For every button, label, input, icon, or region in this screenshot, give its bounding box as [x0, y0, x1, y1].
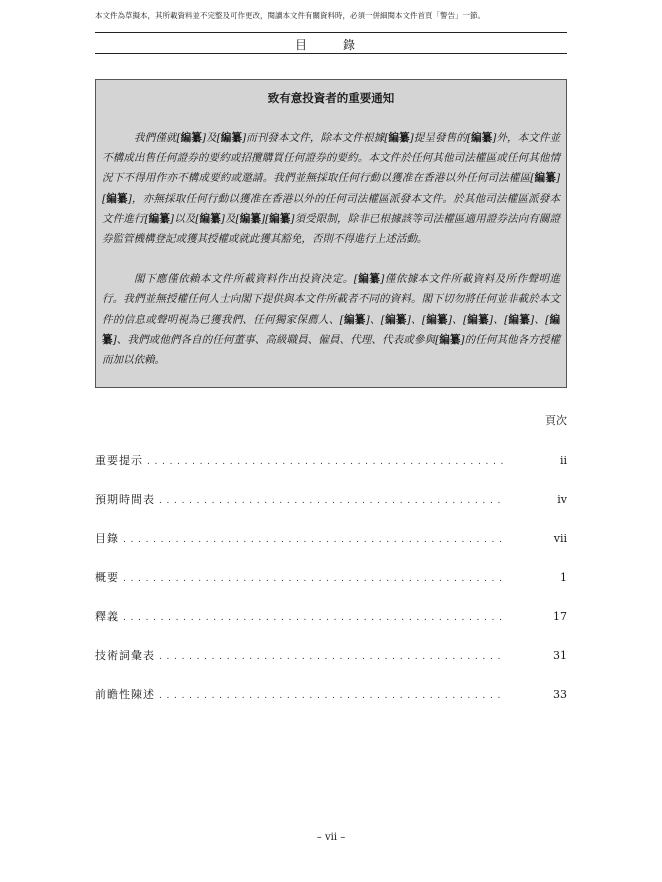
- toc-entry-label: 重要提示: [95, 454, 143, 467]
- title-rule: [95, 53, 567, 54]
- toc-entry-label: 預期時間表: [95, 493, 155, 506]
- toc-leader-dots: [123, 610, 505, 623]
- redacted-placeholder: 編纂: [508, 313, 531, 326]
- page-title: 目 錄: [294, 38, 367, 52]
- toc-entry-page: ii: [559, 454, 567, 467]
- redacted-placeholder: 編纂: [269, 212, 291, 225]
- toc-entry-definitions[interactable]: [95, 608, 567, 624]
- toc-leader-dots: [147, 454, 505, 467]
- redacted-placeholder: 編纂: [199, 212, 221, 225]
- notice-text-run: ]及[: [220, 212, 240, 225]
- toc-leader-dots: [123, 532, 505, 545]
- notice-text-run: ]外，本文件並不構成出售任何證券的要約或招攬購買任何證券的要約。本文件於任何其他司法權區或任何其他情況下不得用作亦不構成要約或邀請。我們並無採取任何行動以獲准在香港以外任何司法權區[: [102, 132, 560, 185]
- toc-entry-forward-looking[interactable]: [95, 686, 567, 702]
- toc-entry-page: iv: [557, 493, 567, 506]
- redacted-placeholder: 編纂: [467, 313, 489, 326]
- notice-text-run: ]，亦無採取任何行動以獲准在香港以外的任何司法權區派發本文件。於其他司法權區派發本文件進行[: [102, 192, 560, 225]
- toc-leader-dots: [159, 649, 505, 662]
- toc-entry-important-notice[interactable]: [95, 452, 567, 468]
- toc-entry-page: 17: [553, 610, 567, 623]
- redacted-placeholder: 編纂: [357, 273, 381, 286]
- toc-entry-label: 目錄: [95, 532, 119, 545]
- redacted-placeholder: 編纂: [439, 333, 461, 346]
- notice-text-run: ]、[: [530, 313, 550, 326]
- page-column-header: 頁次: [545, 414, 567, 427]
- notice-text-run: ]及[: [201, 132, 221, 144]
- redacted-placeholder: 編纂: [102, 313, 561, 346]
- draft-disclaimer: 本文件為草擬本，其所載資料並不完整及可作更改，閱讀本文件有關資料時，必須一併細閱本文件首頁「警告」一節。: [95, 11, 485, 20]
- notice-text-run: ]而刊發本文件，除本文件根據[: [242, 132, 389, 144]
- notice-text-run: ][: [260, 212, 270, 225]
- notice-text-run: ]提呈發售的[: [409, 132, 471, 144]
- page-number: – vii –: [316, 832, 346, 843]
- notice-text-run: ]僅依據本文件所載資料及所作聲明進行。我們並無授權任何人士向閣下提供與本文件所載者不同的資料。閣下切勿將任何並非載於本文件的信息或聲明視為已獲我們、任何獨家保薦人、[: [102, 273, 560, 326]
- notice-text-run: ][: [102, 172, 560, 205]
- toc-entry-expected-timetable[interactable]: [95, 491, 567, 507]
- redacted-placeholder: 編纂: [239, 212, 261, 225]
- redacted-placeholder: 編纂: [106, 192, 128, 205]
- redacted-placeholder: 編纂: [470, 132, 493, 144]
- toc-entry-page: vii: [553, 532, 567, 545]
- notice-title: 致有意投資者的重要通知: [267, 91, 395, 105]
- toc-entry-page: 1: [560, 571, 567, 584]
- redacted-placeholder: 編纂: [220, 132, 243, 144]
- notice-text-run: ]、我們或他們各自的任何董事、高級職員、僱員、代理、代表或參與[: [112, 333, 440, 346]
- redacted-placeholder: 編纂: [534, 172, 556, 185]
- notice-text-run: ]、[: [447, 313, 467, 326]
- notice-paragraph-2: [102, 269, 560, 370]
- redacted-placeholder: 編纂: [425, 313, 448, 326]
- notice-paragraph-1: [102, 128, 560, 249]
- toc-entry-page: 33: [553, 688, 567, 701]
- toc-entry-glossary[interactable]: [95, 647, 567, 663]
- notice-text-run: 閣下應僅依賴本文件所載資料作出投資決定。[: [134, 273, 358, 286]
- notice-text-run: ]、[: [488, 313, 509, 326]
- toc-entry-label: 前瞻性陳述: [95, 688, 155, 701]
- redacted-placeholder: 編纂: [384, 313, 407, 326]
- notice-text-run: ]須受限制，除非已根據該等司法權區適用證券法向有關證券監管機構登記或獲其授權或就此獲其豁免，否則不得進行上述活動。: [102, 212, 560, 246]
- toc-entry-summary[interactable]: [95, 569, 567, 585]
- investor-notice-box: [95, 79, 567, 388]
- toc-entry-label: 概要: [95, 571, 119, 584]
- notice-text-run: ]、[: [406, 313, 426, 326]
- redacted-placeholder: 編纂: [180, 132, 202, 144]
- notice-text-run: ]以及[: [169, 212, 200, 225]
- notice-text-run: ]的任何其他各方授權而加以依賴。: [102, 333, 560, 367]
- toc-leader-dots: [159, 688, 505, 701]
- toc-leader-dots: [159, 493, 505, 506]
- toc-entry-label: 技術詞彙表: [95, 649, 155, 662]
- top-rule: [95, 32, 567, 33]
- redacted-placeholder: 編纂: [388, 132, 410, 144]
- toc-entry-contents[interactable]: [95, 530, 567, 546]
- toc-leader-dots: [123, 571, 505, 584]
- redacted-placeholder: 編纂: [343, 313, 366, 326]
- notice-text-run: ]、[: [365, 313, 385, 326]
- redacted-placeholder: 編纂: [148, 212, 170, 225]
- notice-text-run: 我們僅就[: [134, 132, 181, 144]
- toc-entry-label: 釋義: [95, 610, 119, 623]
- toc-entry-page: 31: [553, 649, 567, 662]
